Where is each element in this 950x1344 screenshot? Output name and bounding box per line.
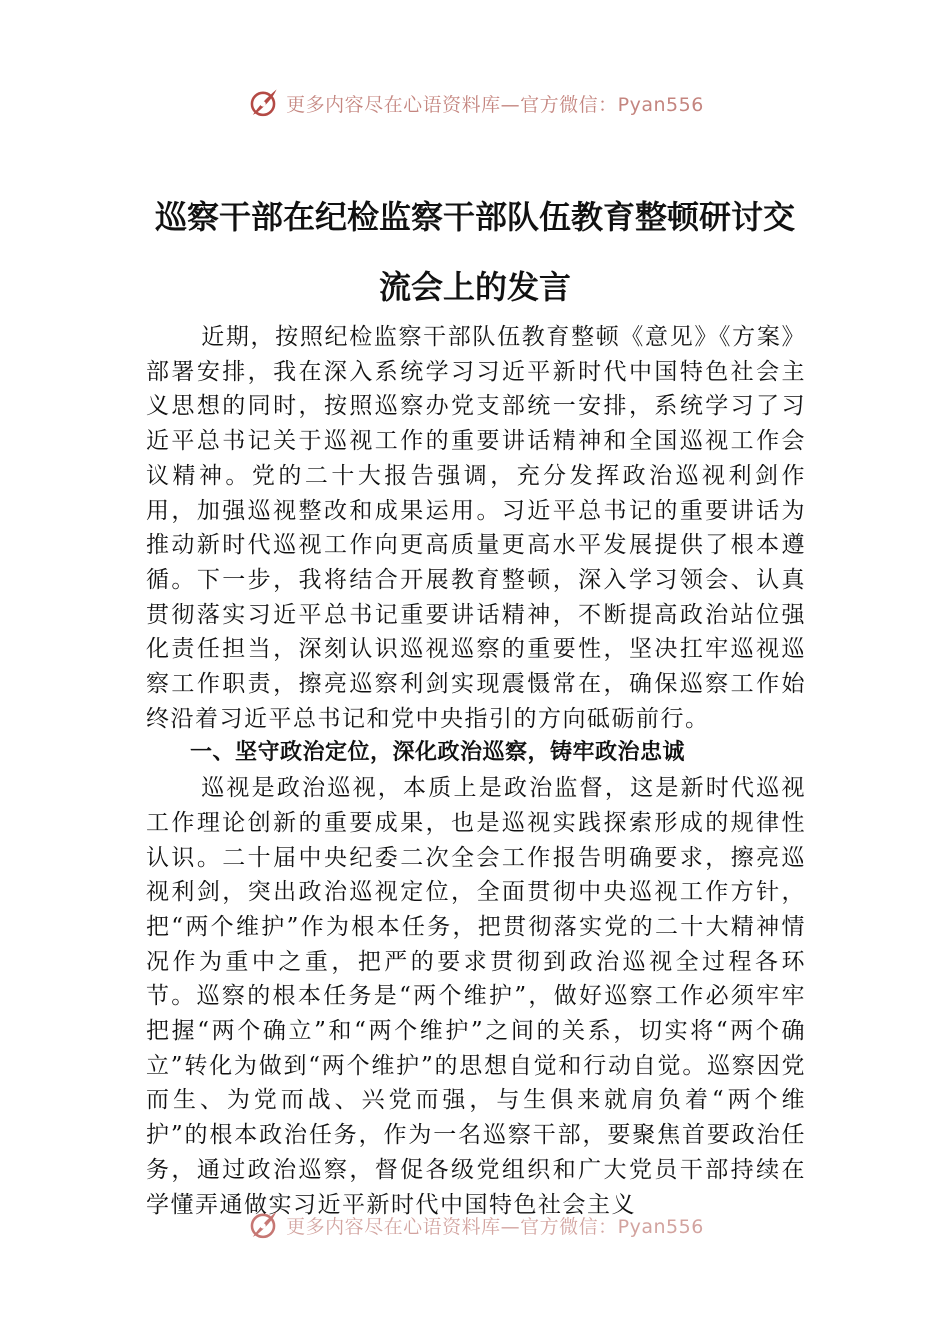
footer-watermark [0,1203,950,1247]
quill-logo-icon [246,1208,280,1242]
document-body [146,320,806,1222]
page-title: 巡察干部在纪检监察干部队伍教育整顿研讨交流会上的发言 [154,198,795,306]
header-watermark [0,83,950,123]
watermark-text: 更多内容尽在心语资料库—官方微信：Pyan556 [286,93,704,116]
section-paragraph: 巡视是政治巡视，本质上是政治监督，这是新时代巡视工作理论创新的重要成果，也是巡视实践探索形成的规律性认识。二十届中央纪委二次全会工作报告明确要求，擦亮巡视利剑，突出政治巡视定位，全面贯彻中央巡视工作方针，把“两个维护”作为根本任务，把贯彻落实党的二十大精神情况作为重中之重，把严的要求贯彻到政治巡视全过程各环节。巡察的根本任务是“两个维护”，做好巡察工作必须牢牢把握“两个确立”和“两个维护”之间的关系，切实将“两个确立”转化为做到“两个维护”的思想自觉和行动自觉。巡察因党而生、为党而战、兴党而强，与生俱来就肩负着“两个维护”的根本政治任务，作为一名巡察干部，要聚焦首要政治任务，通过政治巡察，督促各级党组织和广大党员干部持续在学懂弄通做实习近平新时代中国特色社会主义 [146,775,806,1218]
quill-logo-icon [246,86,280,120]
section-heading: 一、坚守政治定位，深化政治巡察，铸牢政治忠诚 [190,740,686,766]
watermark-text: 更多内容尽在心语资料库—官方微信：Pyan556 [286,1215,704,1238]
intro-paragraph: 近期，按照纪检监察干部队伍教育整顿《意见》《方案》部署安排，我在深入系统学习习近平新时代中国特色社会主义思想的同时，按照巡察办党支部统一安排，系统学习了习近平总书记关于巡视工作的重要讲话精神和全国巡视工作会议精神。党的二十大报告强调，充分发挥政治巡视利剑作用，加强巡视整改和成果运用。习近平总书记的重要讲话为推动新时代巡视工作向更高质量更高水平发展提供了根本遵循。下一步，我将结合开展教育整顿，深入学习领会、认真贯彻落实习近平总书记重要讲话精神，不断提高政治站位强化责任担当，深刻认识巡视巡察的重要性，坚决扛牢巡视巡察工作职责，擦亮巡察利剑实现震慑常在，确保巡察工作始终沿着习近平总书记和党中央指引的方向砥砺前行。 [146,324,806,732]
